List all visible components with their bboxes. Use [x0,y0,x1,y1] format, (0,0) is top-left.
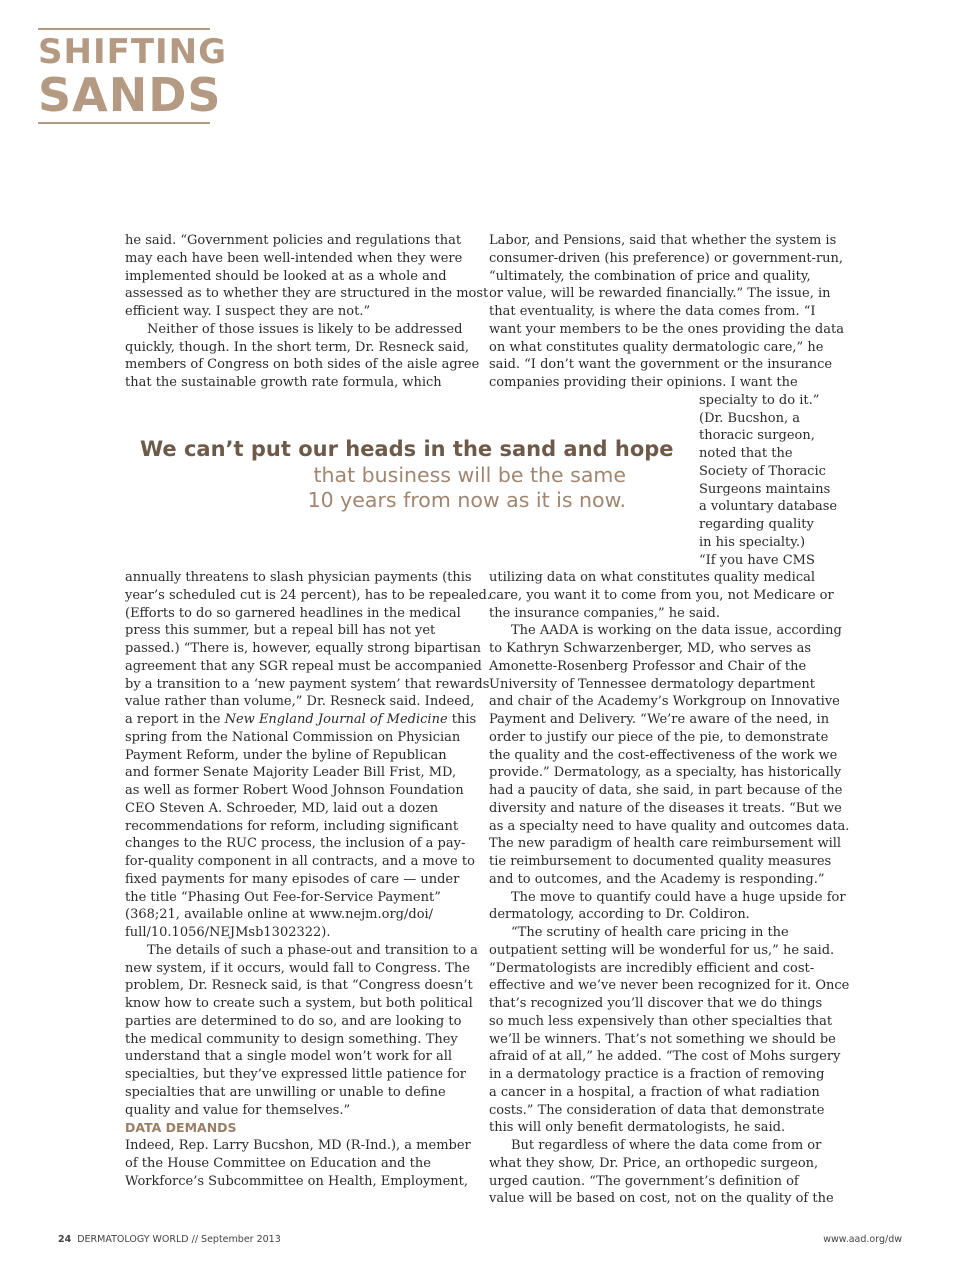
text-line: agreement that any SGR repeal must be accompanied [125,658,482,674]
text-line: consumer-driven (his preference) or government-run, [489,250,844,266]
text-line: he said. “Government policies and regulations that [125,233,462,248]
text-line: parties are determined to do so, and are looking to [125,1013,462,1029]
text-line: Society of Thoracic [699,463,826,479]
footer-url: www.aad.org/dw [823,1234,902,1245]
text-line: want your members to be the ones providing the data [489,321,844,337]
column-right-top [489,232,844,392]
text-line: the insurance companies,” he said. [489,605,720,621]
text-line: Workforce’s Subcommittee on Health, Employment, [125,1173,468,1189]
text-line: problem, Dr. Resneck said, is that “Congress doesn’t [125,978,473,994]
text-line: diversity and nature of the diseases it treats. “But we [489,800,842,816]
text-line: know how to create such a system, but both political [125,996,473,1011]
text-line: for-quality component in all contracts, and a move to [125,854,475,869]
text-line: recommendations for reform, including significant [125,818,459,834]
text-line: of the House Committee on Education and the [125,1155,431,1171]
text-line: Labor, and Pensions, said that whether the system is [489,233,837,248]
text-line: that’s recognized you’ll discover that we do things [489,996,823,1011]
text-line: that the sustainable growth rate formula, which [125,375,442,390]
column-right-narrow [699,392,839,570]
text-line: provide.” Dermatology, as a specialty, has historically [489,765,842,781]
text-line: outpatient setting will be wonderful for us,” he said. [489,942,835,958]
text-line: this will only benefit dermatologists, he said. [489,1120,786,1136]
text-line: press this summer, but a repeal bill has not yet [125,623,436,639]
text-line: (368;21, available online at www.nejm.org/doi/ [125,907,434,923]
text-line: said. “I don’t want the government or the insurance [489,357,833,373]
text-line: implemented should be looked at as a whole and [125,268,447,284]
headline-line-1: SHIFTING [38,32,228,72]
section-heading: DATA DEMANDS [125,1120,237,1136]
text-line: passed.) “There is, however, equally strong bipartisan [125,641,482,656]
text-line: Payment and Delivery. “We’re aware of the need, in [489,712,830,727]
text-line: The new paradigm of health care reimbursement will [489,836,842,852]
text-line: order to justify our piece of the pie, to demonstrate [489,729,829,745]
text-line: assessed as to whether they are structured in the most [125,286,489,302]
headline-line-2: SANDS [38,68,222,122]
text-line: quickly, though. In the short term, Dr. Resneck said, [125,339,470,355]
text-line: urged caution. “The government’s definition of [489,1173,799,1189]
text-line: But regardless of where the data come from or [511,1138,822,1153]
text-line: changes to the RUC process, the inclusion of a pay- [125,836,466,852]
text-line: noted that the [699,446,793,461]
text-line: “The scrutiny of health care pricing in the [511,925,789,940]
text-line: “Dermatologists are incredibly efficient and cost- [489,960,815,976]
text-line: (Efforts to do so garnered headlines in the medical [125,605,461,621]
text-line: new system, if it occurs, would fall to Congress. The [125,960,470,976]
text-line: specialties, but they’ve expressed little patience for [125,1067,467,1082]
publication-info: DERMATOLOGY WORLD // September 2013 [77,1234,281,1245]
text-line: University of Tennessee dermatology department [489,676,815,692]
page-number: 24 [58,1234,72,1245]
column-left-top [125,232,489,392]
text-line: The move to quantify could have a huge upside for [511,889,846,905]
text-line: effective and we’ve never been recognized for it. Once [489,978,850,994]
text-line: so much less expensively than other specialties that [489,1013,833,1029]
text-line: full/10.1056/NEJMsb1302322). [125,925,331,940]
text-line: costs.” The consideration of data that demonstrate [489,1102,825,1118]
text-line: specialty to do it.” [699,392,820,408]
pull-quote-line-1: We can’t put our heads in the sand and hope [140,437,674,461]
text-line: value rather than volume,” Dr. Resneck said. Indeed, [125,694,475,710]
text-line: had a paucity of data, she said, in part because of the [489,783,843,798]
text-line: understand that a single model won’t work for all [125,1049,453,1065]
text-line: quality and value for themselves.” [125,1102,351,1118]
text-line: companies providing their opinions. I want the [489,375,798,390]
text-line: The details of such a phase-out and transition to a [147,942,478,958]
text-line: annually threatens to slash physician payments (this [125,570,472,585]
text-line: Surgeons maintains [699,481,831,497]
text-line: the title “Phasing Out Fee-for-Service Payment” [125,889,441,905]
text-line: dermatology, according to Dr. Coldiron. [489,907,750,923]
text-line: The AADA is working on the data issue, according [511,623,842,639]
text-line: spring from the National Commission on Physician [125,729,461,745]
text-line: what they show, Dr. Price, an orthopedic surgeon, [489,1155,819,1171]
text-line: a cancer in a hospital, a fraction of what radiation [489,1084,820,1100]
pull-quote [140,436,674,513]
text-line: by a transition to a ‘new payment system’ that rewards [125,676,490,692]
text-line: a report in the New England Journal of Medicine this [125,712,477,727]
text-line: afraid of at all,” he added. “The cost of Mohs surgery [489,1049,841,1065]
text-line: or value, will be rewarded financially.” The issue, in [489,286,831,302]
footer-left [58,1234,281,1245]
text-line: Payment Reform, under the byline of Republican [125,747,447,763]
text-line: specialties that are unwilling or unable to define [125,1084,446,1100]
text-line: in a dermatology practice is a fraction of removing [489,1067,825,1082]
text-line: value will be based on cost, not on the quality of the [489,1191,834,1207]
text-line: CEO Steven A. Schroeder, MD, laid out a dozen [125,800,439,816]
text-line: as a specialty need to have quality and outcomes data. [489,818,850,834]
text-line: year’s scheduled cut is 24 percent), has to be repealed. [125,587,491,603]
pull-quote-line-3: 10 years from now as it is now. [307,488,626,512]
text-line: as well as former Robert Wood Johnson Foundation [125,783,464,798]
text-line: the medical community to design something. They [125,1031,458,1047]
text-line: Neither of those issues is likely to be addressed [147,321,463,337]
text-line: fixed payments for many episodes of care — under [125,871,460,887]
text-line: a voluntary database [699,499,838,515]
text-line: the quality and the cost-effectiveness of the work we [489,747,838,763]
text-line: on what constitutes quality dermatologic care,” he [489,339,824,355]
text-line: “If you have CMS [699,552,815,568]
text-line: and to outcomes, and the Academy is responding.” [489,871,825,887]
text-line: (Dr. Bucshon, a [699,410,801,426]
journal-title: New England Journal of Medicine [224,712,448,727]
text-line: thoracic surgeon, [699,428,815,444]
text-line: we’ll be winners. That’s not something we should be [489,1031,836,1047]
text-line: may each have been well-intended when they were [125,250,463,266]
text-line: utilizing data on what constitutes quality medical [489,570,816,585]
column-right-bottom [489,569,850,1208]
column-left-bottom [125,569,491,1190]
text-line: “ultimately, the combination of price and quality, [489,268,811,284]
text-line: Indeed, Rep. Larry Bucshon, MD (R-Ind.), a member [125,1138,471,1153]
text-line: tie reimbursement to documented quality measures [489,854,832,869]
text-line: and former Senate Majority Leader Bill Frist, MD, [125,765,457,781]
text-line: care, you want it to come from you, not Medicare or [489,587,834,603]
headline [38,28,228,124]
text-line: to Kathryn Schwarzenberger, MD, who serves as [489,641,812,656]
pull-quote-line-2: that business will be the same [313,463,626,487]
text-line: members of Congress on both sides of the aisle agree [125,357,480,373]
text-line: Amonette-Rosenberg Professor and Chair of the [489,658,807,674]
text-line: efficient way. I suspect they are not.” [125,304,371,319]
text-line: that eventuality, is where the data comes from. “I [489,304,816,319]
text-line: in his specialty.) [699,534,806,550]
text-line: and chair of the Academy’s Workgroup on Innovative [489,694,840,710]
text-line: regarding quality [699,517,814,532]
